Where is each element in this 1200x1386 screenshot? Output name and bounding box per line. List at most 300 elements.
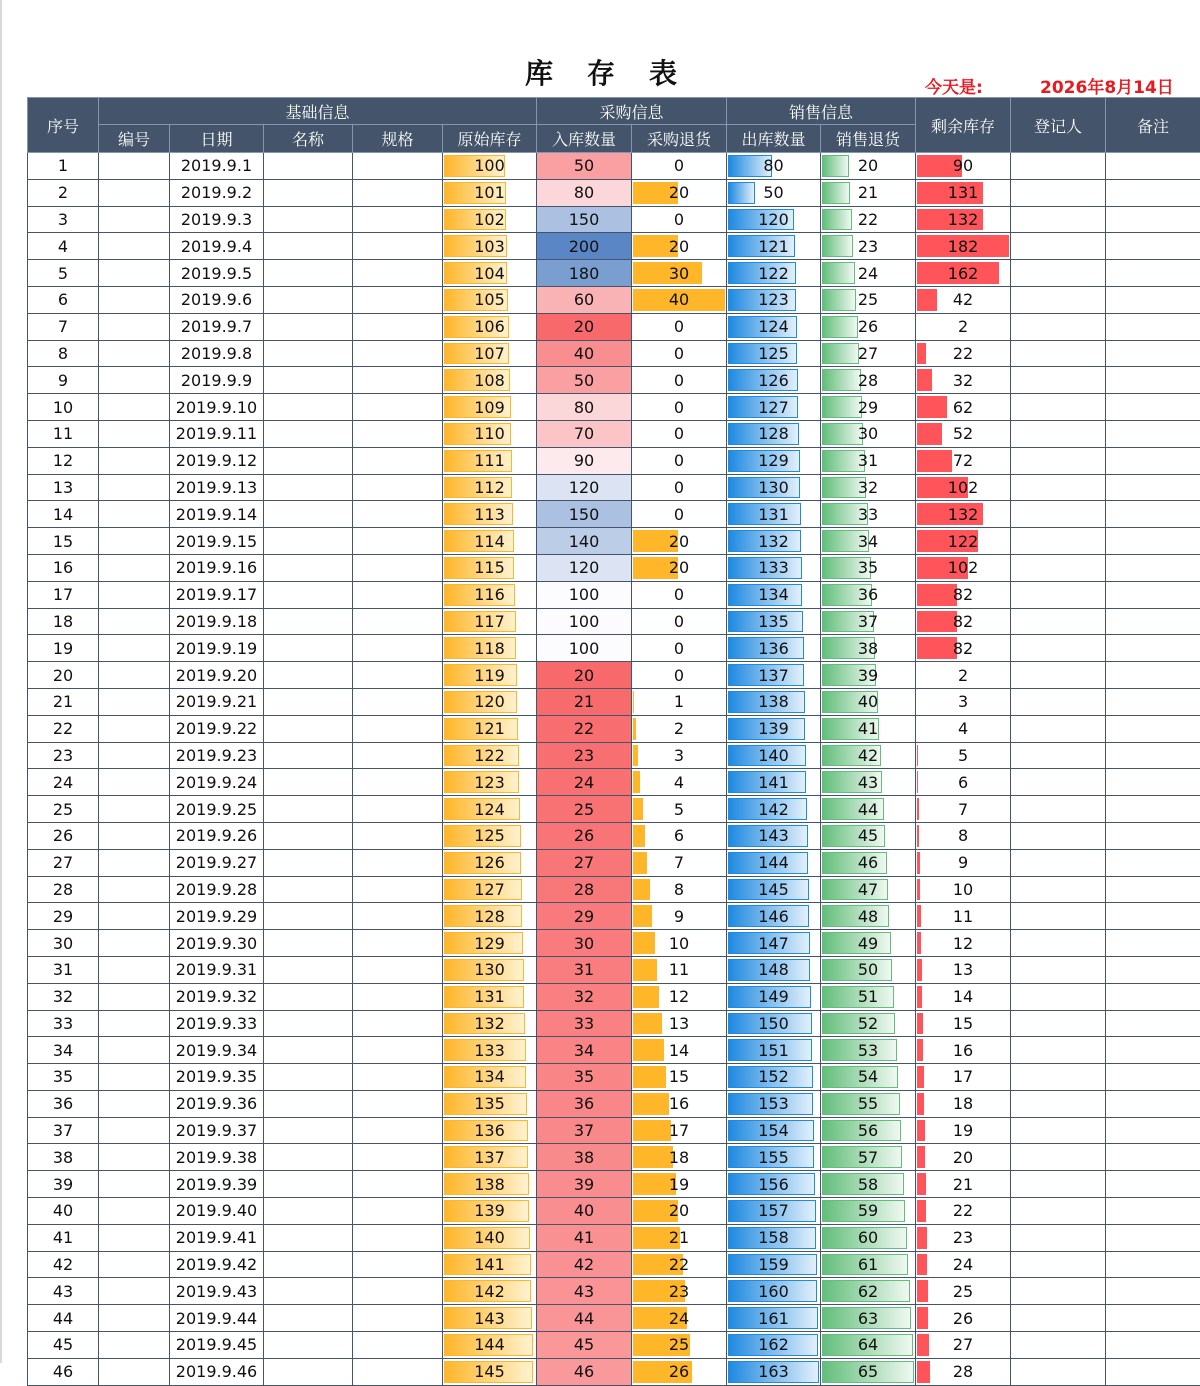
in-qty-cell[interactable]: 35 (537, 1064, 632, 1091)
purchase-return-cell[interactable] (632, 796, 727, 823)
out-qty-cell[interactable] (727, 1090, 821, 1117)
header-purchase-return[interactable]: 采购退货 (632, 125, 727, 153)
date-cell[interactable]: 2019.9.9 (170, 367, 264, 394)
code-cell[interactable] (99, 420, 170, 447)
date-cell[interactable]: 2019.9.17 (170, 581, 264, 608)
original-stock-cell[interactable] (443, 1171, 537, 1198)
recorder-cell[interactable] (1011, 1090, 1106, 1117)
spec-cell[interactable] (353, 1251, 443, 1278)
date-cell[interactable]: 2019.9.43 (170, 1278, 264, 1305)
remark-cell[interactable] (1106, 903, 1200, 930)
sales-return-cell[interactable] (821, 769, 916, 796)
spec-cell[interactable] (353, 1358, 443, 1385)
seq-cell[interactable]: 15 (28, 528, 99, 555)
spec-cell[interactable] (353, 179, 443, 206)
in-qty-cell[interactable]: 100 (537, 635, 632, 662)
sales-return-cell[interactable] (821, 876, 916, 903)
in-qty-cell[interactable]: 26 (537, 822, 632, 849)
out-qty-cell[interactable] (727, 608, 821, 635)
name-cell[interactable] (264, 822, 353, 849)
seq-cell[interactable]: 21 (28, 688, 99, 715)
name-cell[interactable] (264, 1064, 353, 1091)
spec-cell[interactable] (353, 206, 443, 233)
purchase-return-cell[interactable] (632, 420, 727, 447)
name-cell[interactable] (264, 956, 353, 983)
purchase-return-cell[interactable] (632, 983, 727, 1010)
sales-return-cell[interactable] (821, 1064, 916, 1091)
original-stock-cell[interactable] (443, 742, 537, 769)
spec-cell[interactable] (353, 1224, 443, 1251)
name-cell[interactable] (264, 903, 353, 930)
remaining-stock-cell[interactable] (916, 1010, 1011, 1037)
date-cell[interactable]: 2019.9.28 (170, 876, 264, 903)
remark-cell[interactable] (1106, 313, 1200, 340)
recorder-cell[interactable] (1011, 1037, 1106, 1064)
out-qty-cell[interactable] (727, 260, 821, 287)
recorder-cell[interactable] (1011, 796, 1106, 823)
recorder-cell[interactable] (1011, 1064, 1106, 1091)
name-cell[interactable] (264, 313, 353, 340)
original-stock-cell[interactable] (443, 528, 537, 555)
date-cell[interactable]: 2019.9.7 (170, 313, 264, 340)
spec-cell[interactable] (353, 876, 443, 903)
spec-cell[interactable] (353, 1171, 443, 1198)
original-stock-cell[interactable] (443, 501, 537, 528)
remaining-stock-cell[interactable] (916, 930, 1011, 957)
remark-cell[interactable] (1106, 1251, 1200, 1278)
spec-cell[interactable] (353, 956, 443, 983)
purchase-return-cell[interactable] (632, 876, 727, 903)
spec-cell[interactable] (353, 313, 443, 340)
sales-return-cell[interactable] (821, 528, 916, 555)
purchase-return-cell[interactable] (632, 715, 727, 742)
spec-cell[interactable] (353, 447, 443, 474)
recorder-cell[interactable] (1011, 179, 1106, 206)
remark-cell[interactable] (1106, 260, 1200, 287)
code-cell[interactable] (99, 179, 170, 206)
in-qty-cell[interactable]: 80 (537, 394, 632, 421)
date-cell[interactable]: 2019.9.11 (170, 420, 264, 447)
original-stock-cell[interactable] (443, 956, 537, 983)
remaining-stock-cell[interactable] (916, 581, 1011, 608)
name-cell[interactable] (264, 1224, 353, 1251)
purchase-return-cell[interactable] (632, 688, 727, 715)
remark-cell[interactable] (1106, 608, 1200, 635)
seq-cell[interactable]: 5 (28, 260, 99, 287)
seq-cell[interactable]: 25 (28, 796, 99, 823)
sales-return-cell[interactable] (821, 822, 916, 849)
original-stock-cell[interactable] (443, 394, 537, 421)
sales-return-cell[interactable] (821, 153, 916, 180)
original-stock-cell[interactable] (443, 1332, 537, 1359)
original-stock-cell[interactable] (443, 608, 537, 635)
original-stock-cell[interactable] (443, 1037, 537, 1064)
original-stock-cell[interactable] (443, 340, 537, 367)
original-stock-cell[interactable] (443, 822, 537, 849)
remaining-stock-cell[interactable] (916, 635, 1011, 662)
date-cell[interactable]: 2019.9.38 (170, 1144, 264, 1171)
sales-return-cell[interactable] (821, 340, 916, 367)
code-cell[interactable] (99, 822, 170, 849)
sales-return-cell[interactable] (821, 1010, 916, 1037)
seq-cell[interactable]: 26 (28, 822, 99, 849)
code-cell[interactable] (99, 688, 170, 715)
name-cell[interactable] (264, 1305, 353, 1332)
purchase-return-cell[interactable] (632, 635, 727, 662)
out-qty-cell[interactable] (727, 581, 821, 608)
spec-cell[interactable] (353, 554, 443, 581)
code-cell[interactable] (99, 233, 170, 260)
sales-return-cell[interactable] (821, 1037, 916, 1064)
original-stock-cell[interactable] (443, 367, 537, 394)
spec-cell[interactable] (353, 822, 443, 849)
remaining-stock-cell[interactable] (916, 420, 1011, 447)
seq-cell[interactable]: 39 (28, 1171, 99, 1198)
recorder-cell[interactable] (1011, 286, 1106, 313)
in-qty-cell[interactable]: 120 (537, 474, 632, 501)
name-cell[interactable] (264, 635, 353, 662)
seq-cell[interactable]: 29 (28, 903, 99, 930)
in-qty-cell[interactable]: 25 (537, 796, 632, 823)
spec-cell[interactable] (353, 635, 443, 662)
purchase-return-cell[interactable] (632, 581, 727, 608)
remaining-stock-cell[interactable] (916, 286, 1011, 313)
remark-cell[interactable] (1106, 179, 1200, 206)
in-qty-cell[interactable]: 150 (537, 206, 632, 233)
purchase-return-cell[interactable] (632, 1090, 727, 1117)
date-cell[interactable]: 2019.9.46 (170, 1358, 264, 1385)
out-qty-cell[interactable] (727, 1198, 821, 1225)
seq-cell[interactable]: 16 (28, 554, 99, 581)
remaining-stock-cell[interactable] (916, 367, 1011, 394)
name-cell[interactable] (264, 1117, 353, 1144)
header-code[interactable]: 编号 (99, 125, 170, 153)
code-cell[interactable] (99, 340, 170, 367)
out-qty-cell[interactable] (727, 769, 821, 796)
purchase-return-cell[interactable] (632, 1224, 727, 1251)
seq-cell[interactable]: 35 (28, 1064, 99, 1091)
date-cell[interactable]: 2019.9.18 (170, 608, 264, 635)
in-qty-cell[interactable]: 50 (537, 153, 632, 180)
sales-return-cell[interactable] (821, 715, 916, 742)
recorder-cell[interactable] (1011, 233, 1106, 260)
remark-cell[interactable] (1106, 876, 1200, 903)
sales-return-cell[interactable] (821, 367, 916, 394)
in-qty-cell[interactable]: 46 (537, 1358, 632, 1385)
code-cell[interactable] (99, 153, 170, 180)
in-qty-cell[interactable]: 22 (537, 715, 632, 742)
spec-cell[interactable] (353, 367, 443, 394)
purchase-return-cell[interactable] (632, 742, 727, 769)
out-qty-cell[interactable] (727, 1358, 821, 1385)
code-cell[interactable] (99, 983, 170, 1010)
code-cell[interactable] (99, 1358, 170, 1385)
recorder-cell[interactable] (1011, 501, 1106, 528)
remark-cell[interactable] (1106, 367, 1200, 394)
remark-cell[interactable] (1106, 233, 1200, 260)
spec-cell[interactable] (353, 1090, 443, 1117)
header-original[interactable]: 原始库存 (443, 125, 537, 153)
sales-return-cell[interactable] (821, 447, 916, 474)
spec-cell[interactable] (353, 662, 443, 689)
out-qty-cell[interactable] (727, 313, 821, 340)
seq-cell[interactable]: 20 (28, 662, 99, 689)
code-cell[interactable] (99, 1064, 170, 1091)
recorder-cell[interactable] (1011, 983, 1106, 1010)
seq-cell[interactable]: 34 (28, 1037, 99, 1064)
remaining-stock-cell[interactable] (916, 769, 1011, 796)
in-qty-cell[interactable]: 24 (537, 769, 632, 796)
spec-cell[interactable] (353, 769, 443, 796)
out-qty-cell[interactable] (727, 447, 821, 474)
remark-cell[interactable] (1106, 1064, 1200, 1091)
purchase-return-cell[interactable] (632, 608, 727, 635)
remaining-stock-cell[interactable] (916, 688, 1011, 715)
date-cell[interactable]: 2019.9.39 (170, 1171, 264, 1198)
code-cell[interactable] (99, 715, 170, 742)
remaining-stock-cell[interactable] (916, 554, 1011, 581)
seq-cell[interactable]: 38 (28, 1144, 99, 1171)
date-cell[interactable]: 2019.9.34 (170, 1037, 264, 1064)
remaining-stock-cell[interactable] (916, 608, 1011, 635)
in-qty-cell[interactable]: 140 (537, 528, 632, 555)
seq-cell[interactable]: 2 (28, 179, 99, 206)
recorder-cell[interactable] (1011, 742, 1106, 769)
spec-cell[interactable] (353, 1278, 443, 1305)
purchase-return-cell[interactable] (632, 394, 727, 421)
original-stock-cell[interactable] (443, 1117, 537, 1144)
in-qty-cell[interactable]: 33 (537, 1010, 632, 1037)
seq-cell[interactable]: 12 (28, 447, 99, 474)
sales-return-cell[interactable] (821, 742, 916, 769)
out-qty-cell[interactable] (727, 930, 821, 957)
in-qty-cell[interactable]: 38 (537, 1144, 632, 1171)
sales-return-cell[interactable] (821, 179, 916, 206)
purchase-return-cell[interactable] (632, 528, 727, 555)
code-cell[interactable] (99, 930, 170, 957)
original-stock-cell[interactable] (443, 849, 537, 876)
original-stock-cell[interactable] (443, 1010, 537, 1037)
seq-cell[interactable]: 22 (28, 715, 99, 742)
purchase-return-cell[interactable] (632, 206, 727, 233)
code-cell[interactable] (99, 1224, 170, 1251)
out-qty-cell[interactable] (727, 528, 821, 555)
seq-cell[interactable]: 37 (28, 1117, 99, 1144)
spec-cell[interactable] (353, 983, 443, 1010)
purchase-return-cell[interactable] (632, 179, 727, 206)
recorder-cell[interactable] (1011, 420, 1106, 447)
seq-cell[interactable]: 17 (28, 581, 99, 608)
remaining-stock-cell[interactable] (916, 983, 1011, 1010)
original-stock-cell[interactable] (443, 581, 537, 608)
spec-cell[interactable] (353, 340, 443, 367)
remark-cell[interactable] (1106, 581, 1200, 608)
code-cell[interactable] (99, 474, 170, 501)
purchase-return-cell[interactable] (632, 367, 727, 394)
date-cell[interactable]: 2019.9.19 (170, 635, 264, 662)
purchase-return-cell[interactable] (632, 1064, 727, 1091)
name-cell[interactable] (264, 233, 353, 260)
code-cell[interactable] (99, 903, 170, 930)
out-qty-cell[interactable] (727, 715, 821, 742)
code-cell[interactable] (99, 394, 170, 421)
spec-cell[interactable] (353, 688, 443, 715)
sales-return-cell[interactable] (821, 1358, 916, 1385)
remaining-stock-cell[interactable] (916, 956, 1011, 983)
in-qty-cell[interactable]: 42 (537, 1251, 632, 1278)
remaining-stock-cell[interactable] (916, 501, 1011, 528)
spec-cell[interactable] (353, 1010, 443, 1037)
spec-cell[interactable] (353, 1144, 443, 1171)
purchase-return-cell[interactable] (632, 554, 727, 581)
recorder-cell[interactable] (1011, 447, 1106, 474)
code-cell[interactable] (99, 206, 170, 233)
name-cell[interactable] (264, 367, 353, 394)
purchase-return-cell[interactable] (632, 260, 727, 287)
purchase-return-cell[interactable] (632, 313, 727, 340)
recorder-cell[interactable] (1011, 662, 1106, 689)
remark-cell[interactable] (1106, 501, 1200, 528)
original-stock-cell[interactable] (443, 420, 537, 447)
remark-cell[interactable] (1106, 1090, 1200, 1117)
seq-cell[interactable]: 18 (28, 608, 99, 635)
recorder-cell[interactable] (1011, 260, 1106, 287)
in-qty-cell[interactable]: 37 (537, 1117, 632, 1144)
recorder-cell[interactable] (1011, 1224, 1106, 1251)
remaining-stock-cell[interactable] (916, 394, 1011, 421)
name-cell[interactable] (264, 983, 353, 1010)
code-cell[interactable] (99, 956, 170, 983)
original-stock-cell[interactable] (443, 206, 537, 233)
sales-return-cell[interactable] (821, 903, 916, 930)
remaining-stock-cell[interactable] (916, 179, 1011, 206)
out-qty-cell[interactable] (727, 1117, 821, 1144)
remark-cell[interactable] (1106, 1332, 1200, 1359)
recorder-cell[interactable] (1011, 1171, 1106, 1198)
original-stock-cell[interactable] (443, 1224, 537, 1251)
date-cell[interactable]: 2019.9.41 (170, 1224, 264, 1251)
name-cell[interactable] (264, 581, 353, 608)
seq-cell[interactable]: 40 (28, 1198, 99, 1225)
remaining-stock-cell[interactable] (916, 662, 1011, 689)
header-out-qty[interactable]: 出库数量 (727, 125, 821, 153)
remaining-stock-cell[interactable] (916, 233, 1011, 260)
out-qty-cell[interactable] (727, 956, 821, 983)
out-qty-cell[interactable] (727, 903, 821, 930)
sales-return-cell[interactable] (821, 1171, 916, 1198)
remark-cell[interactable] (1106, 420, 1200, 447)
purchase-return-cell[interactable] (632, 822, 727, 849)
spec-cell[interactable] (353, 742, 443, 769)
original-stock-cell[interactable] (443, 313, 537, 340)
code-cell[interactable] (99, 1037, 170, 1064)
recorder-cell[interactable] (1011, 1117, 1106, 1144)
seq-cell[interactable]: 1 (28, 153, 99, 180)
code-cell[interactable] (99, 501, 170, 528)
remaining-stock-cell[interactable] (916, 1064, 1011, 1091)
date-cell[interactable]: 2019.9.2 (170, 179, 264, 206)
out-qty-cell[interactable] (727, 1064, 821, 1091)
header-remaining[interactable]: 剩余库存 (916, 98, 1011, 153)
remark-cell[interactable] (1106, 635, 1200, 662)
sales-return-cell[interactable] (821, 1224, 916, 1251)
spec-cell[interactable] (353, 715, 443, 742)
name-cell[interactable] (264, 688, 353, 715)
seq-cell[interactable]: 36 (28, 1090, 99, 1117)
sales-return-cell[interactable] (821, 608, 916, 635)
out-qty-cell[interactable] (727, 153, 821, 180)
out-qty-cell[interactable] (727, 1251, 821, 1278)
remaining-stock-cell[interactable] (916, 528, 1011, 555)
in-qty-cell[interactable]: 100 (537, 581, 632, 608)
in-qty-cell[interactable]: 100 (537, 608, 632, 635)
seq-cell[interactable]: 13 (28, 474, 99, 501)
recorder-cell[interactable] (1011, 1010, 1106, 1037)
original-stock-cell[interactable] (443, 1278, 537, 1305)
seq-cell[interactable]: 42 (28, 1251, 99, 1278)
recorder-cell[interactable] (1011, 769, 1106, 796)
remark-cell[interactable] (1106, 983, 1200, 1010)
seq-cell[interactable]: 44 (28, 1305, 99, 1332)
date-cell[interactable]: 2019.9.1 (170, 153, 264, 180)
spec-cell[interactable] (353, 1198, 443, 1225)
original-stock-cell[interactable] (443, 635, 537, 662)
original-stock-cell[interactable] (443, 1305, 537, 1332)
remark-cell[interactable] (1106, 688, 1200, 715)
purchase-return-cell[interactable] (632, 153, 727, 180)
code-cell[interactable] (99, 1278, 170, 1305)
spec-cell[interactable] (353, 260, 443, 287)
recorder-cell[interactable] (1011, 903, 1106, 930)
remaining-stock-cell[interactable] (916, 1251, 1011, 1278)
in-qty-cell[interactable]: 23 (537, 742, 632, 769)
purchase-return-cell[interactable] (632, 501, 727, 528)
spec-cell[interactable] (353, 153, 443, 180)
original-stock-cell[interactable] (443, 688, 537, 715)
header-remark[interactable]: 备注 (1106, 98, 1200, 153)
original-stock-cell[interactable] (443, 983, 537, 1010)
in-qty-cell[interactable]: 60 (537, 286, 632, 313)
date-cell[interactable]: 2019.9.13 (170, 474, 264, 501)
out-qty-cell[interactable] (727, 876, 821, 903)
code-cell[interactable] (99, 742, 170, 769)
sales-return-cell[interactable] (821, 233, 916, 260)
original-stock-cell[interactable] (443, 903, 537, 930)
remark-cell[interactable] (1106, 849, 1200, 876)
sales-return-cell[interactable] (821, 286, 916, 313)
code-cell[interactable] (99, 1198, 170, 1225)
purchase-return-cell[interactable] (632, 1305, 727, 1332)
seq-cell[interactable]: 28 (28, 876, 99, 903)
original-stock-cell[interactable] (443, 715, 537, 742)
out-qty-cell[interactable] (727, 662, 821, 689)
purchase-return-cell[interactable] (632, 1144, 727, 1171)
remaining-stock-cell[interactable] (916, 876, 1011, 903)
out-qty-cell[interactable] (727, 179, 821, 206)
in-qty-cell[interactable]: 80 (537, 179, 632, 206)
date-cell[interactable]: 2019.9.24 (170, 769, 264, 796)
out-qty-cell[interactable] (727, 1278, 821, 1305)
original-stock-cell[interactable] (443, 554, 537, 581)
spec-cell[interactable] (353, 796, 443, 823)
name-cell[interactable] (264, 1251, 353, 1278)
seq-cell[interactable]: 3 (28, 206, 99, 233)
remark-cell[interactable] (1106, 1171, 1200, 1198)
out-qty-cell[interactable] (727, 822, 821, 849)
recorder-cell[interactable] (1011, 367, 1106, 394)
recorder-cell[interactable] (1011, 340, 1106, 367)
recorder-cell[interactable] (1011, 1251, 1106, 1278)
